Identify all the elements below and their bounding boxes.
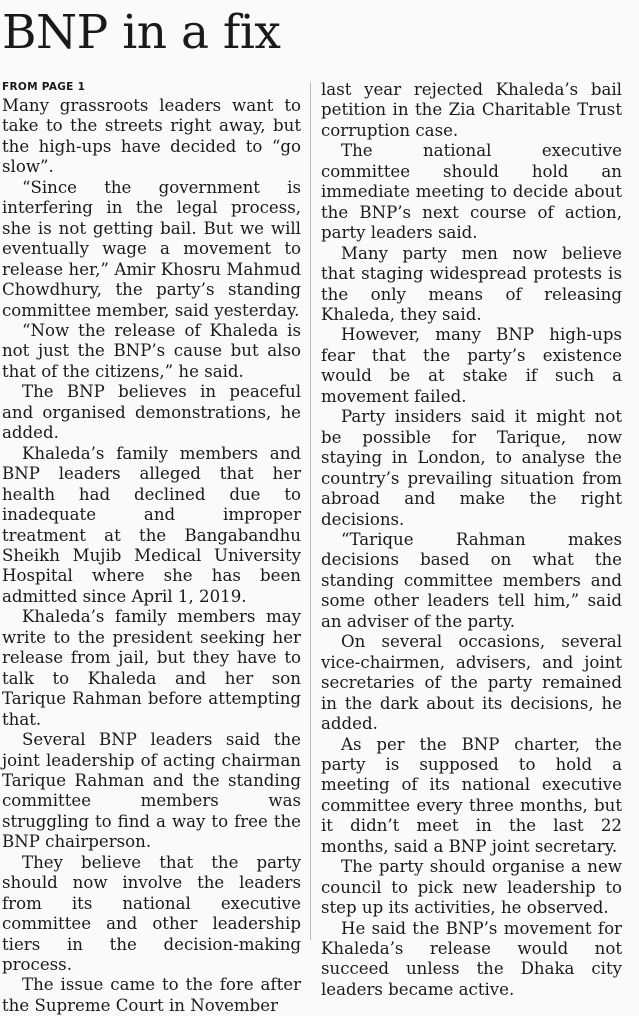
paragraph: “Tarique Rahman makes decisions based on what the standing committee members and some other leaders tell him,” said an adviser of the party.	[321, 529, 622, 631]
column-divider	[310, 82, 311, 940]
paragraph: The issue came to the fore after the Supreme Court in November	[2, 975, 301, 1015]
paragraph: Party insiders said it might not be possible for Tarique, now staying in London, to analyse the country’s prevailing situation from abroad and make the right decisions.	[321, 407, 622, 529]
paragraph: On several occasions, several vice-chairmen, advisers, and joint secretaries of the party remained in the dark about its decisions, he added.	[321, 632, 622, 734]
paragraph: “Now the release of Khaleda is not just the BNP’s cause but also that of the citizens,” he said.	[2, 320, 301, 381]
paragraph: The party should organise a new council to pick new leadership to step up its activities, he observed.	[321, 857, 622, 918]
paragraph: As per the BNP charter, the party is supposed to hold a meeting of its national executive committee every three months, but it didn’t meet in the last 22 months, said a BNP joint secretary.	[321, 734, 622, 856]
paragraph: Several BNP leaders said the joint leadership of acting chairman Tarique Rahman and the standing committee members was struggling to find a way to free the BNP chairperson.	[2, 730, 301, 852]
paragraph: Many party men now believe that staging widespread protests is the only means of releasing Khaleda, they said.	[321, 243, 622, 324]
paragraph: He said the BNP’s movement for Khaleda’s release would not succeed unless the Dhaka city leaders became active.	[321, 918, 622, 999]
paragraph: They believe that the party should now involve the leaders from its national executive committee and other leadership tiers in the decision-making process.	[2, 852, 301, 975]
article-column-left	[2, 80, 301, 1016]
paragraph: “Since the government is interfering in the legal process, she is not getting bail. But we will eventually wage a movement to release her,” Amir Khosru Mahmud Chowdhury, the party’s standing committee member, said yesterday.	[2, 177, 301, 320]
paragraph: last year rejected Khaleda’s bail petition in the Zia Charitable Trust corruption case.	[321, 80, 622, 140]
kicker: FROM PAGE 1	[2, 81, 86, 93]
paragraph: Khaleda’s family members may write to the president seeking her release from jail, but they have to talk to Khaleda and her son Tarique Rahman before attempting that.	[2, 607, 301, 729]
article-column-right	[321, 80, 622, 1000]
paragraph: The national executive committee should hold an immediate meeting to decide about the BNP’s next course of action, party leaders said.	[321, 141, 622, 243]
paragraph: Many grassroots leaders want to take to the streets right away, but the high-ups have decided to “go slow”.	[2, 96, 301, 177]
paragraph: The BNP believes in peaceful and organised demonstrations, he added.	[2, 382, 301, 443]
paragraph: Khaleda’s family members and BNP leaders alleged that her health had declined due to inadequate and improper treatment at the Bangabandhu Sheikh Mujib Medical University Hospital where she has been admitted since April 1, 2019.	[2, 443, 301, 606]
headline: BNP in a fix	[2, 5, 281, 60]
paragraph: However, many BNP high-ups fear that the party’s existence would be at stake if such a movement failed.	[321, 325, 622, 406]
